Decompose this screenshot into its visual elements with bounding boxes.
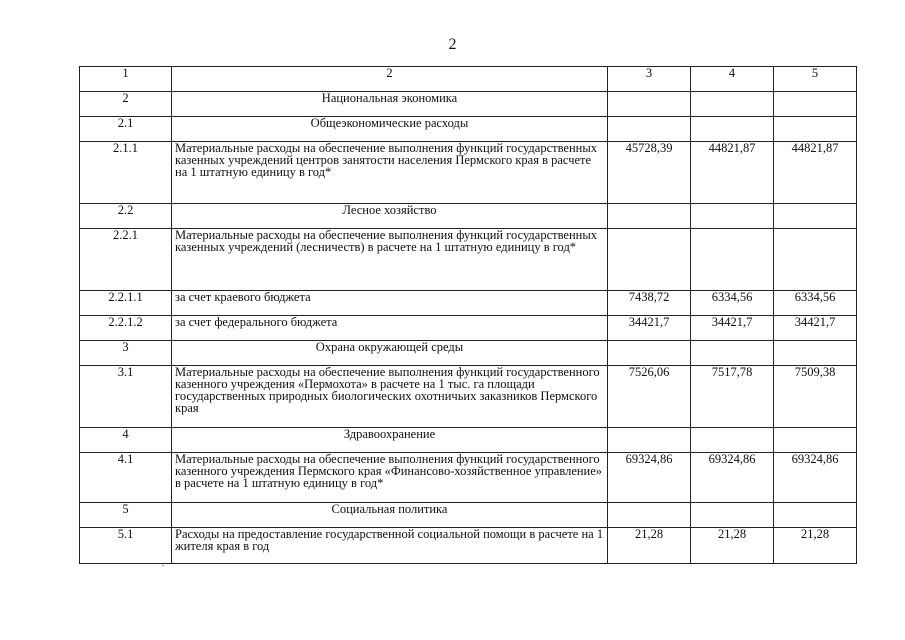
page-number: 2 xyxy=(448,36,457,53)
header-cell-3: 3 xyxy=(608,67,691,92)
row-number: 4.1 xyxy=(80,453,172,503)
value-col-4: 21,28 xyxy=(691,528,774,564)
row-number: 3.1 xyxy=(80,366,172,428)
item-row xyxy=(80,316,857,341)
section-row xyxy=(80,92,857,117)
section-title: Социальная политика xyxy=(172,503,608,528)
row-number: 4 xyxy=(80,428,172,453)
row-description: за счет краевого бюджета xyxy=(172,291,608,316)
value-col-4: 7517,78 xyxy=(691,366,774,428)
empty-cell xyxy=(774,204,857,229)
empty-cell xyxy=(691,204,774,229)
row-number: 5.1 xyxy=(80,528,172,564)
value-col-4: 34421,7 xyxy=(691,316,774,341)
header-cell-2: 2 xyxy=(172,67,608,92)
row-description: Расходы на предоставление государственной социальной помощи в расчете на 1 жителя края в год xyxy=(172,528,608,564)
section-row xyxy=(80,204,857,229)
value-col-5: 6334,56 xyxy=(774,291,857,316)
value-col-3: 69324,86 xyxy=(608,453,691,503)
row-number: 2.1.1 xyxy=(80,142,172,204)
item-row xyxy=(80,142,857,204)
empty-cell xyxy=(608,204,691,229)
section-row xyxy=(80,117,857,142)
item-row xyxy=(80,528,857,564)
section-title: Национальная экономика xyxy=(172,92,608,117)
empty-cell xyxy=(774,92,857,117)
empty-cell xyxy=(691,341,774,366)
row-description: Материальные расходы на обеспечение выполнения функций государственных казенных учреждений (лесничеств) в расчете на 1 штатную единицу в год* xyxy=(172,229,608,291)
value-col-5: 44821,87 xyxy=(774,142,857,204)
row-number: 2.2.1 xyxy=(80,229,172,291)
empty-cell xyxy=(774,117,857,142)
item-row xyxy=(80,291,857,316)
empty-cell xyxy=(608,341,691,366)
row-description: Материальные расходы на обеспечение выполнения функций государственного казенного учреждения Пермского края «Финансово-хозяйственное управление» в расчете на 1 штатную единицу в год* xyxy=(172,453,608,503)
row-number: 3 xyxy=(80,341,172,366)
row-description: Материальные расходы на обеспечение выполнения функций государственных казенных учреждений центров занятости населения Пермского края в расчете на 1 штатную единицу в год* xyxy=(172,142,608,204)
empty-cell xyxy=(691,117,774,142)
empty-cell xyxy=(774,503,857,528)
item-row xyxy=(80,453,857,503)
section-title: Общеэкономические расходы xyxy=(172,117,608,142)
value-col-5: 21,28 xyxy=(774,528,857,564)
value-col-4: 6334,56 xyxy=(691,291,774,316)
row-number: 2.2.1.2 xyxy=(80,316,172,341)
value-col-3: 45728,39 xyxy=(608,142,691,204)
value-col-3: 34421,7 xyxy=(608,316,691,341)
row-number: 2.2 xyxy=(80,204,172,229)
empty-cell xyxy=(774,428,857,453)
row-number: 2 xyxy=(80,92,172,117)
empty-cell xyxy=(608,428,691,453)
value-col-5: 7509,38 xyxy=(774,366,857,428)
section-row xyxy=(80,503,857,528)
value-col-3: 21,28 xyxy=(608,528,691,564)
row-number: 2.2.1.1 xyxy=(80,291,172,316)
header-cell-5: 5 xyxy=(774,67,857,92)
empty-cell xyxy=(691,92,774,117)
value-col-5: 34421,7 xyxy=(774,316,857,341)
row-description: Материальные расходы на обеспечение выполнения функций государственного казенного учреждения «Пермохота» в расчете на 1 тыс. га площади государственных природных биологических охотничьих заказников Пермского края xyxy=(172,366,608,428)
empty-cell xyxy=(691,428,774,453)
item-row xyxy=(80,229,857,291)
value-col-4 xyxy=(691,229,774,291)
row-number: 5 xyxy=(80,503,172,528)
header-row xyxy=(80,67,857,92)
row-number: 2.1 xyxy=(80,117,172,142)
value-col-4: 69324,86 xyxy=(691,453,774,503)
value-col-5: 69324,86 xyxy=(774,453,857,503)
section-title: Лесное хозяйство xyxy=(172,204,608,229)
value-col-3: 7438,72 xyxy=(608,291,691,316)
norms-table xyxy=(79,66,857,564)
empty-cell xyxy=(691,503,774,528)
section-title: Охрана окружающей среды xyxy=(172,341,608,366)
empty-cell xyxy=(608,117,691,142)
value-col-5 xyxy=(774,229,857,291)
section-title: Здравоохранение xyxy=(172,428,608,453)
header-cell-4: 4 xyxy=(691,67,774,92)
section-row xyxy=(80,428,857,453)
value-col-4: 44821,87 xyxy=(691,142,774,204)
value-col-3 xyxy=(608,229,691,291)
row-description: за счет федерального бюджета xyxy=(172,316,608,341)
section-row xyxy=(80,341,857,366)
header-cell-1: 1 xyxy=(80,67,172,92)
item-row xyxy=(80,366,857,428)
value-col-3: 7526,06 xyxy=(608,366,691,428)
empty-cell xyxy=(774,341,857,366)
empty-cell xyxy=(608,92,691,117)
empty-cell xyxy=(608,503,691,528)
scan-artifact xyxy=(162,565,164,566)
